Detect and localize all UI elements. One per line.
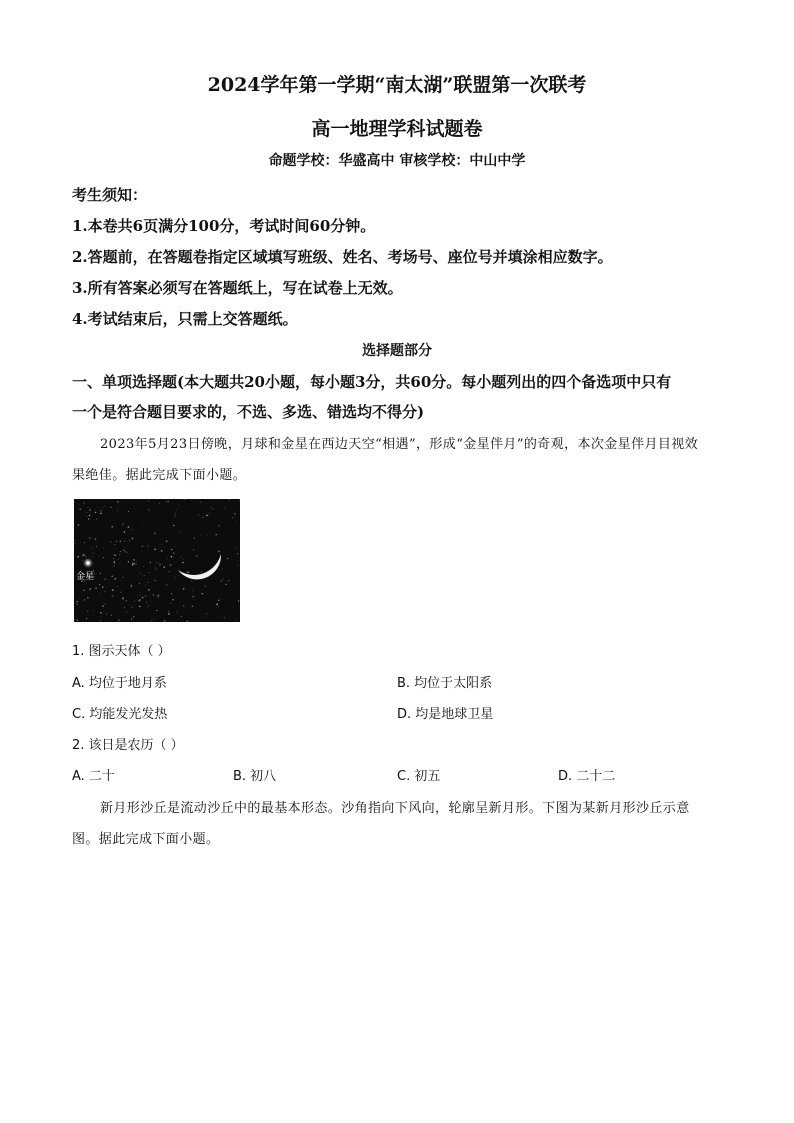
star-speck bbox=[114, 578, 116, 580]
star-speck bbox=[148, 545, 149, 546]
star-speck bbox=[92, 556, 93, 557]
star-speck bbox=[74, 619, 75, 620]
option-a: A. 二十 bbox=[72, 769, 115, 784]
part-instructions-line2: 一个是符合题目要求的，不选、多选、错选均不得分) bbox=[72, 403, 425, 421]
star-speck bbox=[103, 507, 104, 508]
star-speck bbox=[225, 584, 226, 585]
star-speck bbox=[168, 611, 169, 612]
star-speck bbox=[191, 581, 192, 582]
star-speck bbox=[86, 512, 87, 513]
star-speck bbox=[100, 620, 101, 621]
star-speck bbox=[148, 605, 149, 606]
star-speck bbox=[234, 513, 236, 515]
star-speck bbox=[79, 598, 80, 599]
star-speck bbox=[104, 579, 105, 580]
venus-moon-photo bbox=[74, 499, 240, 622]
star-speck bbox=[86, 618, 87, 619]
star-speck bbox=[175, 546, 176, 547]
star-speck bbox=[87, 516, 88, 517]
star-speck bbox=[180, 532, 181, 533]
star-speck bbox=[134, 601, 135, 602]
star-speck bbox=[76, 540, 77, 541]
star-speck bbox=[77, 619, 79, 621]
star-speck bbox=[118, 559, 119, 560]
star-speck bbox=[175, 513, 176, 514]
star-speck bbox=[75, 543, 76, 544]
star-speck bbox=[157, 597, 158, 598]
star-speck bbox=[202, 618, 203, 619]
star-speck bbox=[89, 590, 90, 591]
star-speck bbox=[142, 526, 143, 527]
star-speck bbox=[120, 541, 121, 542]
star-speck bbox=[193, 596, 195, 598]
star-speck bbox=[155, 580, 156, 581]
star-speck bbox=[182, 562, 183, 563]
star-speck bbox=[166, 584, 167, 585]
star-speck bbox=[83, 590, 84, 591]
star-speck bbox=[171, 593, 172, 594]
star-speck bbox=[133, 616, 134, 617]
star-speck bbox=[87, 597, 88, 598]
star-speck bbox=[139, 583, 140, 584]
star-speck bbox=[114, 544, 115, 545]
star-speck bbox=[119, 554, 120, 555]
star-speck bbox=[134, 509, 135, 510]
star-speck bbox=[232, 517, 233, 518]
star-speck bbox=[174, 515, 175, 516]
question-stem: 2. 该日是农历（ ） bbox=[72, 738, 184, 753]
star-speck bbox=[161, 550, 163, 552]
star-speck bbox=[218, 569, 219, 570]
star-speck bbox=[144, 575, 145, 576]
passage2-line2: 图。据此完成下面小题。 bbox=[72, 832, 220, 847]
star-speck bbox=[193, 549, 194, 550]
star-speck bbox=[100, 617, 101, 618]
star-speck bbox=[198, 514, 199, 515]
star-speck bbox=[167, 559, 168, 560]
star-speck bbox=[138, 600, 139, 601]
star-speck bbox=[155, 568, 156, 569]
exam-title: 2024学年第一学期“南太湖”联盟第一次联考 bbox=[207, 74, 587, 96]
notice-rule: 4.考试结束后，只需上交答题纸。 bbox=[72, 310, 298, 328]
star-speck bbox=[235, 521, 236, 522]
star-speck bbox=[131, 619, 132, 620]
star-speck bbox=[113, 565, 114, 566]
star-speck bbox=[167, 501, 169, 503]
star-speck bbox=[171, 549, 173, 551]
star-speck bbox=[83, 502, 85, 504]
star-speck bbox=[218, 600, 220, 602]
star-speck bbox=[116, 541, 117, 542]
star-speck bbox=[238, 600, 239, 601]
venus-label: 金星 bbox=[76, 572, 95, 582]
star-speck bbox=[153, 619, 154, 620]
star-speck bbox=[218, 550, 220, 552]
star-speck bbox=[77, 601, 78, 602]
star-speck bbox=[100, 512, 102, 514]
star-speck bbox=[142, 546, 143, 547]
star-speck bbox=[128, 511, 129, 512]
star-speck bbox=[78, 524, 80, 526]
star-speck bbox=[142, 546, 143, 547]
star-speck bbox=[163, 566, 164, 567]
passage2-line1: 新月形沙丘是流动沙丘中的最基本形态。沙角指向下风向，轮廓呈新月形。下图为某新月形沙丘示意 bbox=[100, 801, 690, 816]
star-speck bbox=[183, 559, 184, 560]
star-speck bbox=[156, 569, 157, 570]
notice-heading: 考生须知： bbox=[72, 186, 148, 204]
notice-rule: 3.所有答案必须写在答题纸上，写在试卷上无效。 bbox=[72, 279, 403, 297]
star-speck bbox=[120, 551, 121, 552]
star-speck bbox=[97, 591, 98, 592]
star-speck bbox=[139, 599, 141, 601]
star-speck bbox=[200, 535, 201, 536]
star-speck bbox=[120, 580, 121, 581]
star-speck bbox=[149, 572, 150, 573]
star-speck bbox=[151, 620, 152, 621]
star-speck bbox=[153, 594, 154, 595]
star-speck bbox=[148, 510, 149, 511]
night-sky-image bbox=[74, 499, 240, 622]
star-speck bbox=[148, 589, 150, 591]
star-speck bbox=[91, 554, 92, 555]
star-speck bbox=[205, 585, 206, 586]
notice-rule: 2.答题前，在答题卷指定区域填写班级、姓名、考场号、座位号并填涂相应数字。 bbox=[72, 248, 613, 266]
star-speck bbox=[142, 597, 144, 599]
star-speck bbox=[122, 598, 124, 600]
star-speck bbox=[200, 542, 201, 543]
star-speck bbox=[99, 584, 101, 586]
star-speck bbox=[159, 564, 160, 565]
star-speck bbox=[172, 599, 173, 600]
star-speck bbox=[104, 604, 105, 605]
star-speck bbox=[89, 588, 91, 590]
star-speck bbox=[154, 549, 156, 551]
star-speck bbox=[228, 580, 229, 581]
star-speck bbox=[180, 556, 181, 557]
star-speck bbox=[234, 547, 235, 548]
star-speck bbox=[143, 566, 144, 567]
star-speck bbox=[99, 594, 100, 595]
star-speck bbox=[150, 600, 151, 601]
star-speck bbox=[148, 582, 149, 583]
star-speck bbox=[136, 564, 137, 565]
exam-subtitle: 高一地理学科试题卷 bbox=[311, 118, 483, 140]
star-speck bbox=[148, 501, 149, 502]
star-speck bbox=[131, 513, 132, 514]
star-speck bbox=[168, 613, 170, 615]
star-speck bbox=[131, 587, 132, 588]
star-speck bbox=[183, 588, 185, 590]
star-speck bbox=[124, 531, 126, 533]
star-speck bbox=[102, 586, 104, 588]
star-speck bbox=[111, 542, 112, 543]
section-title: 选择题部分 bbox=[362, 343, 432, 359]
star-speck bbox=[123, 549, 124, 550]
star-speck bbox=[140, 595, 141, 596]
star-speck bbox=[100, 510, 102, 512]
star-speck bbox=[209, 512, 210, 513]
star-speck bbox=[139, 606, 140, 607]
star-speck bbox=[87, 507, 88, 508]
star-speck bbox=[134, 563, 136, 565]
star-speck bbox=[192, 606, 193, 607]
star-speck bbox=[131, 585, 133, 587]
star-speck bbox=[104, 602, 105, 603]
star-speck bbox=[231, 597, 232, 598]
option-d: D. 二十二 bbox=[558, 769, 616, 784]
star-speck bbox=[191, 500, 192, 501]
passage1-line1: 2023年5月23日傍晚，月球和金星在西边天空“相遇”，形成“金星伴月”的奇观，本次金星伴月目视效 bbox=[100, 437, 699, 452]
star-speck bbox=[177, 611, 178, 612]
star-speck bbox=[182, 499, 183, 500]
star-speck bbox=[146, 602, 147, 603]
option-d: D. 均是地球卫星 bbox=[397, 707, 494, 722]
star-speck bbox=[196, 555, 198, 557]
star-speck bbox=[133, 529, 134, 530]
star-speck bbox=[166, 540, 168, 542]
star-speck bbox=[140, 592, 141, 593]
star-speck bbox=[83, 554, 85, 556]
star-speck bbox=[132, 562, 134, 564]
option-a: A. 均位于地月系 bbox=[72, 676, 167, 691]
star-speck bbox=[150, 562, 151, 563]
star-speck bbox=[77, 556, 79, 558]
star-speck bbox=[173, 552, 174, 553]
star-speck bbox=[89, 515, 91, 517]
star-speck bbox=[201, 593, 202, 594]
star-speck bbox=[178, 505, 179, 506]
star-speck bbox=[166, 501, 167, 502]
star-speck bbox=[94, 573, 95, 574]
star-speck bbox=[78, 588, 79, 589]
star-speck bbox=[82, 560, 83, 561]
star-speck bbox=[120, 592, 121, 593]
star-speck bbox=[113, 561, 115, 563]
star-speck bbox=[81, 592, 82, 593]
star-speck bbox=[127, 611, 128, 612]
star-speck bbox=[156, 610, 157, 611]
star-speck bbox=[183, 605, 185, 607]
star-speck bbox=[170, 603, 171, 604]
part-instructions-line1: 一、单项选择题(本大题共20小题，每小题3分，共60分。每小题列出的四个备选项中只有 bbox=[72, 373, 672, 391]
star-speck bbox=[237, 565, 238, 566]
star-speck bbox=[200, 501, 201, 502]
star-speck bbox=[117, 586, 118, 587]
star-speck bbox=[141, 551, 142, 552]
star-speck bbox=[160, 544, 161, 545]
star-speck bbox=[87, 611, 88, 612]
star-speck bbox=[122, 524, 123, 525]
star-speck bbox=[77, 603, 79, 605]
star-speck bbox=[168, 571, 169, 572]
star-speck bbox=[194, 538, 195, 539]
star-speck bbox=[147, 607, 148, 608]
option-b: B. 均位于太阳系 bbox=[397, 676, 493, 691]
star-speck bbox=[132, 607, 133, 608]
star-speck bbox=[104, 591, 105, 592]
star-speck bbox=[132, 564, 134, 566]
star-speck bbox=[215, 534, 217, 536]
star-speck bbox=[115, 548, 116, 549]
star-speck bbox=[112, 589, 114, 591]
star-speck bbox=[123, 577, 124, 578]
star-speck bbox=[95, 512, 97, 514]
star-speck bbox=[114, 554, 116, 556]
star-speck bbox=[102, 605, 103, 606]
star-speck bbox=[173, 525, 174, 526]
star-speck bbox=[111, 615, 112, 616]
star-speck bbox=[103, 547, 104, 548]
star-speck bbox=[89, 537, 90, 538]
star-speck bbox=[237, 553, 238, 554]
star-speck bbox=[218, 606, 219, 607]
star-speck bbox=[227, 558, 228, 559]
star-speck bbox=[88, 518, 89, 519]
passage1-line2: 果绝佳。据此完成下面小题。 bbox=[72, 468, 247, 483]
star-speck bbox=[170, 564, 172, 566]
star-speck bbox=[171, 556, 173, 558]
star-speck bbox=[95, 587, 97, 589]
star-speck bbox=[220, 552, 221, 553]
star-speck bbox=[181, 616, 182, 617]
star-speck bbox=[95, 588, 96, 589]
star-speck bbox=[112, 595, 114, 597]
star-speck bbox=[202, 516, 204, 518]
star-speck bbox=[100, 612, 102, 614]
star-speck bbox=[158, 595, 160, 597]
star-speck bbox=[129, 540, 130, 541]
star-speck bbox=[100, 573, 101, 574]
star-speck bbox=[93, 553, 94, 554]
star-speck bbox=[145, 585, 146, 586]
star-speck bbox=[218, 525, 220, 527]
star-speck bbox=[154, 533, 156, 535]
star-speck bbox=[224, 507, 225, 508]
star-speck bbox=[110, 507, 111, 508]
star-speck bbox=[117, 510, 118, 511]
star-speck bbox=[172, 586, 173, 587]
star-speck bbox=[145, 595, 147, 597]
star-speck bbox=[223, 578, 224, 579]
star-speck bbox=[175, 578, 176, 579]
star-speck bbox=[117, 501, 118, 502]
star-speck bbox=[104, 506, 105, 507]
star-speck bbox=[133, 559, 135, 561]
star-speck bbox=[84, 599, 86, 601]
star-speck bbox=[93, 610, 94, 611]
star-speck bbox=[127, 552, 128, 553]
star-speck bbox=[228, 580, 229, 581]
star-speck bbox=[213, 509, 214, 510]
star-speck bbox=[159, 503, 160, 504]
star-speck bbox=[201, 572, 202, 573]
star-speck bbox=[111, 526, 113, 528]
star-speck bbox=[124, 541, 125, 542]
star-speck bbox=[85, 556, 86, 557]
option-b: B. 初八 bbox=[233, 769, 277, 784]
option-c: C. 初五 bbox=[397, 769, 441, 784]
venus-dot bbox=[86, 561, 90, 565]
star-speck bbox=[140, 573, 141, 574]
star-speck bbox=[221, 580, 222, 581]
star-speck bbox=[96, 546, 97, 547]
star-speck bbox=[131, 529, 132, 530]
star-speck bbox=[130, 605, 131, 606]
star-speck bbox=[95, 538, 97, 540]
star-speck bbox=[96, 519, 97, 520]
star-speck bbox=[224, 617, 225, 618]
exam-schools: 命题学校：华盛高中 审核学校：中山中学 bbox=[268, 153, 526, 169]
star-speck bbox=[193, 590, 194, 591]
star-speck bbox=[216, 603, 218, 605]
star-speck bbox=[136, 561, 137, 562]
option-c: C. 均能发光发热 bbox=[72, 707, 168, 722]
star-speck bbox=[222, 569, 223, 570]
star-speck bbox=[157, 562, 158, 563]
star-speck bbox=[125, 600, 127, 602]
star-speck bbox=[113, 558, 114, 559]
star-speck bbox=[164, 620, 166, 622]
star-speck bbox=[217, 552, 218, 553]
star-speck bbox=[91, 548, 92, 549]
star-speck bbox=[187, 571, 189, 573]
star-speck bbox=[123, 596, 124, 597]
star-speck bbox=[202, 588, 203, 589]
star-speck bbox=[82, 555, 83, 556]
star-speck bbox=[125, 612, 126, 613]
star-speck bbox=[206, 613, 207, 614]
star-speck bbox=[207, 515, 208, 516]
star-speck bbox=[80, 508, 81, 509]
star-speck bbox=[98, 555, 99, 556]
star-speck bbox=[128, 561, 129, 562]
star-speck bbox=[162, 564, 163, 565]
star-speck bbox=[206, 534, 207, 535]
notice-rule: 1.本卷共6页满分100分，考试时间60分钟。 bbox=[72, 217, 376, 235]
star-speck bbox=[114, 563, 115, 564]
star-speck bbox=[158, 607, 159, 608]
star-speck bbox=[118, 620, 119, 621]
star-speck bbox=[106, 613, 107, 614]
star-speck bbox=[103, 557, 104, 558]
star-speck bbox=[128, 526, 130, 528]
star-speck bbox=[120, 563, 121, 564]
star-speck bbox=[89, 509, 91, 511]
star-speck bbox=[236, 620, 237, 621]
star-speck bbox=[233, 606, 234, 607]
question-stem: 1. 图示天体（ ） bbox=[72, 644, 171, 659]
star-speck bbox=[84, 542, 85, 543]
star-speck bbox=[115, 591, 116, 592]
star-speck bbox=[125, 551, 126, 552]
star-speck bbox=[176, 509, 177, 510]
star-speck bbox=[124, 607, 125, 608]
star-speck bbox=[98, 563, 99, 564]
star-speck bbox=[211, 507, 212, 508]
star-speck bbox=[111, 575, 113, 577]
star-speck bbox=[132, 538, 134, 540]
